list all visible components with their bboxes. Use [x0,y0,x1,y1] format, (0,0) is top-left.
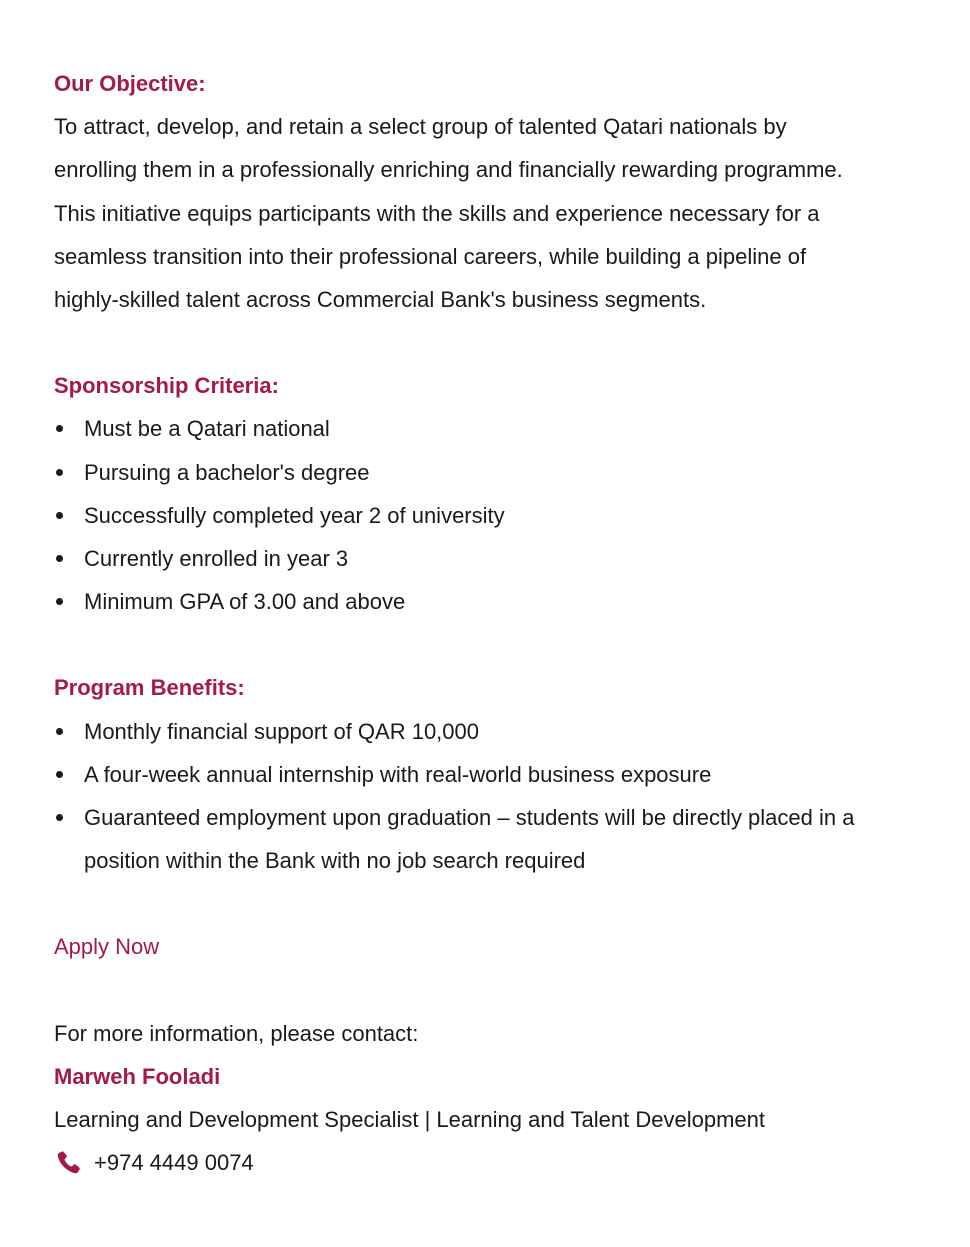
benefits-item-continuation: position within the Bank with no job search required [84,848,586,874]
criteria-item-text: Successfully completed year 2 of university [84,502,505,528]
criteria-heading: Sponsorship Criteria: [54,373,279,399]
bullet-icon [56,512,63,519]
list-item [54,451,924,494]
benefits-section [54,623,924,882]
objective-line: To attract, develop, and retain a select group of talented Qatari nationals by [54,114,787,140]
objective-line: enrolling them in a professionally enriching and financially rewarding programme. [54,157,843,183]
objective-line: highly-skilled talent across Commercial Bank's business segments. [54,287,707,313]
objective-section [54,0,924,321]
bullet-icon [56,555,63,562]
contact-title: Learning and Development Specialist | Learning and Talent Development [54,1107,765,1133]
criteria-item-text: Minimum GPA of 3.00 and above [84,589,406,615]
benefits-item-text: A four-week annual internship with real-world business exposure [84,761,712,787]
criteria-item-text: Currently enrolled in year 3 [84,546,349,572]
list-item [54,537,924,580]
contact-intro: For more information, please contact: [54,1020,419,1046]
apply-section [54,882,924,968]
criteria-list [54,407,924,623]
contact-phone-row [54,1141,924,1184]
contact-name: Marweh Fooladi [54,1063,221,1089]
bullet-icon [56,598,63,605]
list-item [54,796,924,882]
list-item [54,753,924,796]
phone-icon [54,1149,82,1177]
criteria-item-text: Pursuing a bachelor's degree [84,459,370,485]
benefits-list [54,710,924,883]
bullet-icon [56,425,63,432]
objective-heading: Our Objective: [54,71,206,96]
apply-now-link[interactable]: Apply Now [54,934,160,960]
list-item [54,580,924,623]
objective-text [54,105,924,321]
list-item [54,494,924,537]
criteria-item-text: Must be a Qatari national [84,416,330,442]
bullet-icon [56,814,63,821]
list-item [54,710,924,753]
objective-line: This initiative equips participants with the skills and experience necessary for a [54,200,820,226]
bullet-icon [56,771,63,778]
bullet-icon [56,728,63,735]
benefits-item-text: Monthly financial support of QAR 10,000 [84,718,480,744]
contact-phone-link[interactable]: +974 4449 0074 [94,1150,254,1176]
criteria-section [54,321,924,623]
objective-line: seamless transition into their professional careers, while building a pipeline of [54,243,807,269]
list-item [54,407,924,450]
bullet-icon [56,469,63,476]
benefits-heading: Program Benefits: [54,675,245,701]
contact-section [54,969,924,1185]
benefits-item-text: Guaranteed employment upon graduation – students will be directly placed in a [84,805,855,831]
